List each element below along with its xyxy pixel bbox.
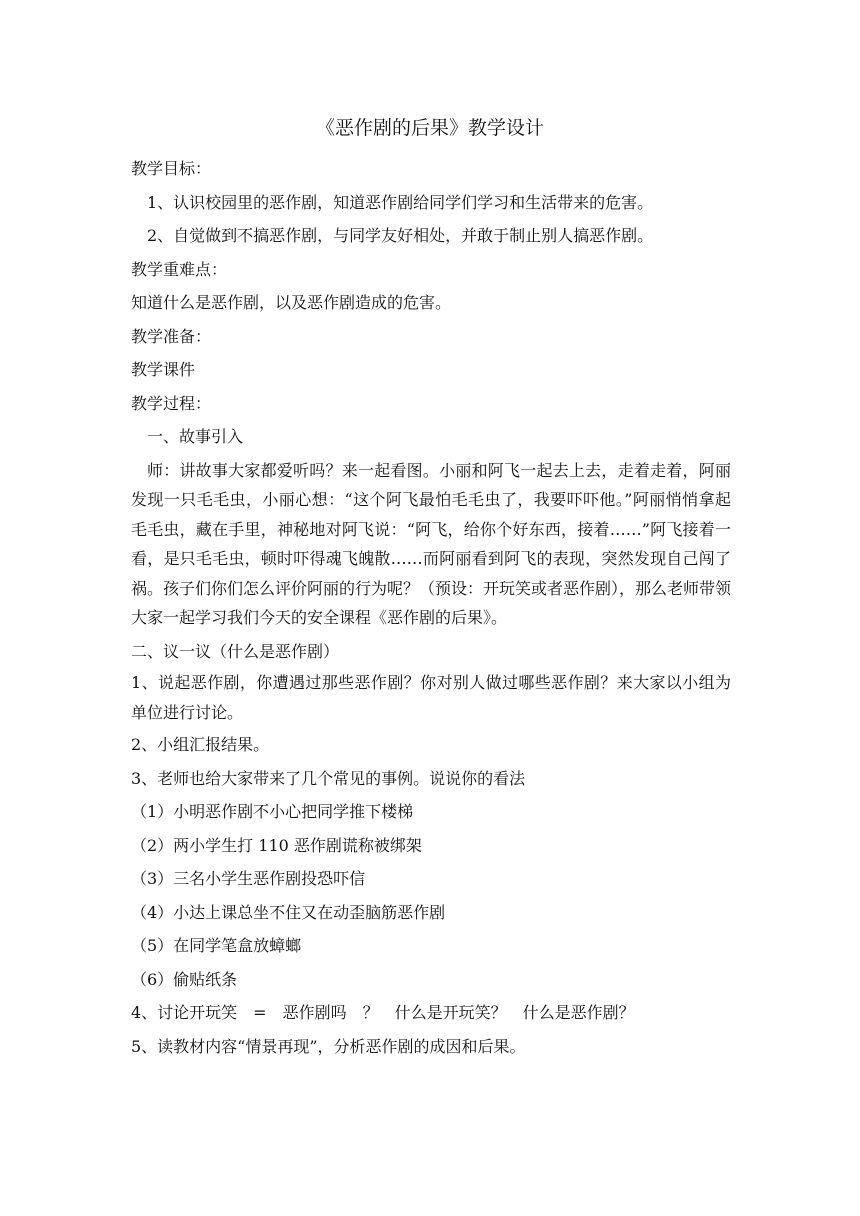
heading-key-points: 教学重难点： (131, 259, 228, 279)
goal-item-1: 1、认识校园里的恶作剧，知道恶作剧给同学们学习和生活带来的危害。 (147, 192, 654, 212)
section-2-heading: 二、议一议（什么是恶作剧） (131, 641, 340, 661)
heading-process: 教学过程： (131, 393, 212, 413)
document-title: 《恶作剧的后果》教学设计 (315, 117, 544, 139)
preparation-text: 教学课件 (131, 360, 196, 379)
goal-item-2: 2、自觉做到不搞恶作剧，与同学友好相处，并敢于制止别人搞恶作剧。 (147, 226, 654, 245)
example-item: （1）小明恶作剧不小心把同学推下楼梯 (131, 802, 414, 821)
example-item: （2）两小学生打 110 恶作剧谎称被绑架 (131, 835, 422, 855)
discussion-item-4: 4、讨论开玩笑 = 恶作剧吗 ？ 什么是开玩笑？ 什么是恶作剧？ (131, 1003, 635, 1022)
discussion-item-3: 3、老师也给大家带来了几个常见的事例。说说你的看法 (131, 768, 526, 788)
example-item: （4）小达上课总坐不住又在动歪脑筋恶作剧 (131, 902, 446, 922)
heading-preparation: 教学准备： (131, 326, 212, 346)
example-item: （3）三名小学生恶作剧投恐吓信 (131, 869, 366, 888)
key-points-text: 知道什么是恶作剧，以及恶作剧造成的危害。 (131, 293, 452, 312)
heading-teaching-goals: 教学目标： (131, 159, 212, 178)
story-paragraph: 师：讲故事大家都爱听吗？来一起看图。小丽和阿飞一起去上去，走着走着，阿丽发现一只毛毛虫，小丽心想：“这个阿飞最怕毛毛虫了，我要吓吓他。”阿丽悄悄拿起毛毛虫，藏在手里，神秘地对阿飞说：“阿飞，给你个好东西，接着……”阿飞接着一看，是只毛毛虫，顿时吓得魂飞魄散……而阿丽看到阿飞的表现，突然发现自己闯了祸。孩子们你们怎么评价阿丽的行为呢？（预设：开玩笑或者恶作剧），那么老师带领大家一起学习我们今天的安全课程《恶作剧的后果》。 (131, 460, 732, 627)
discussion-item-2: 2、小组汇报结果。 (131, 735, 270, 754)
example-item: （5）在同学笔盒放蟑螂 (131, 936, 302, 955)
discussion-item-5: 5、读教材内容“情景再现”，分析恶作剧的成因和后果。 (131, 1036, 526, 1056)
document-body (131, 152, 731, 1063)
section-1-heading: 一、故事引入 (147, 427, 244, 446)
example-item: （6）偷贴纸条 (131, 969, 238, 989)
discussion-item-1: 1、说起恶作剧，你遭遇过那些恶作剧？你对别人做过哪些恶作剧？来大家以小组为单位进行讨论。 (131, 673, 731, 722)
